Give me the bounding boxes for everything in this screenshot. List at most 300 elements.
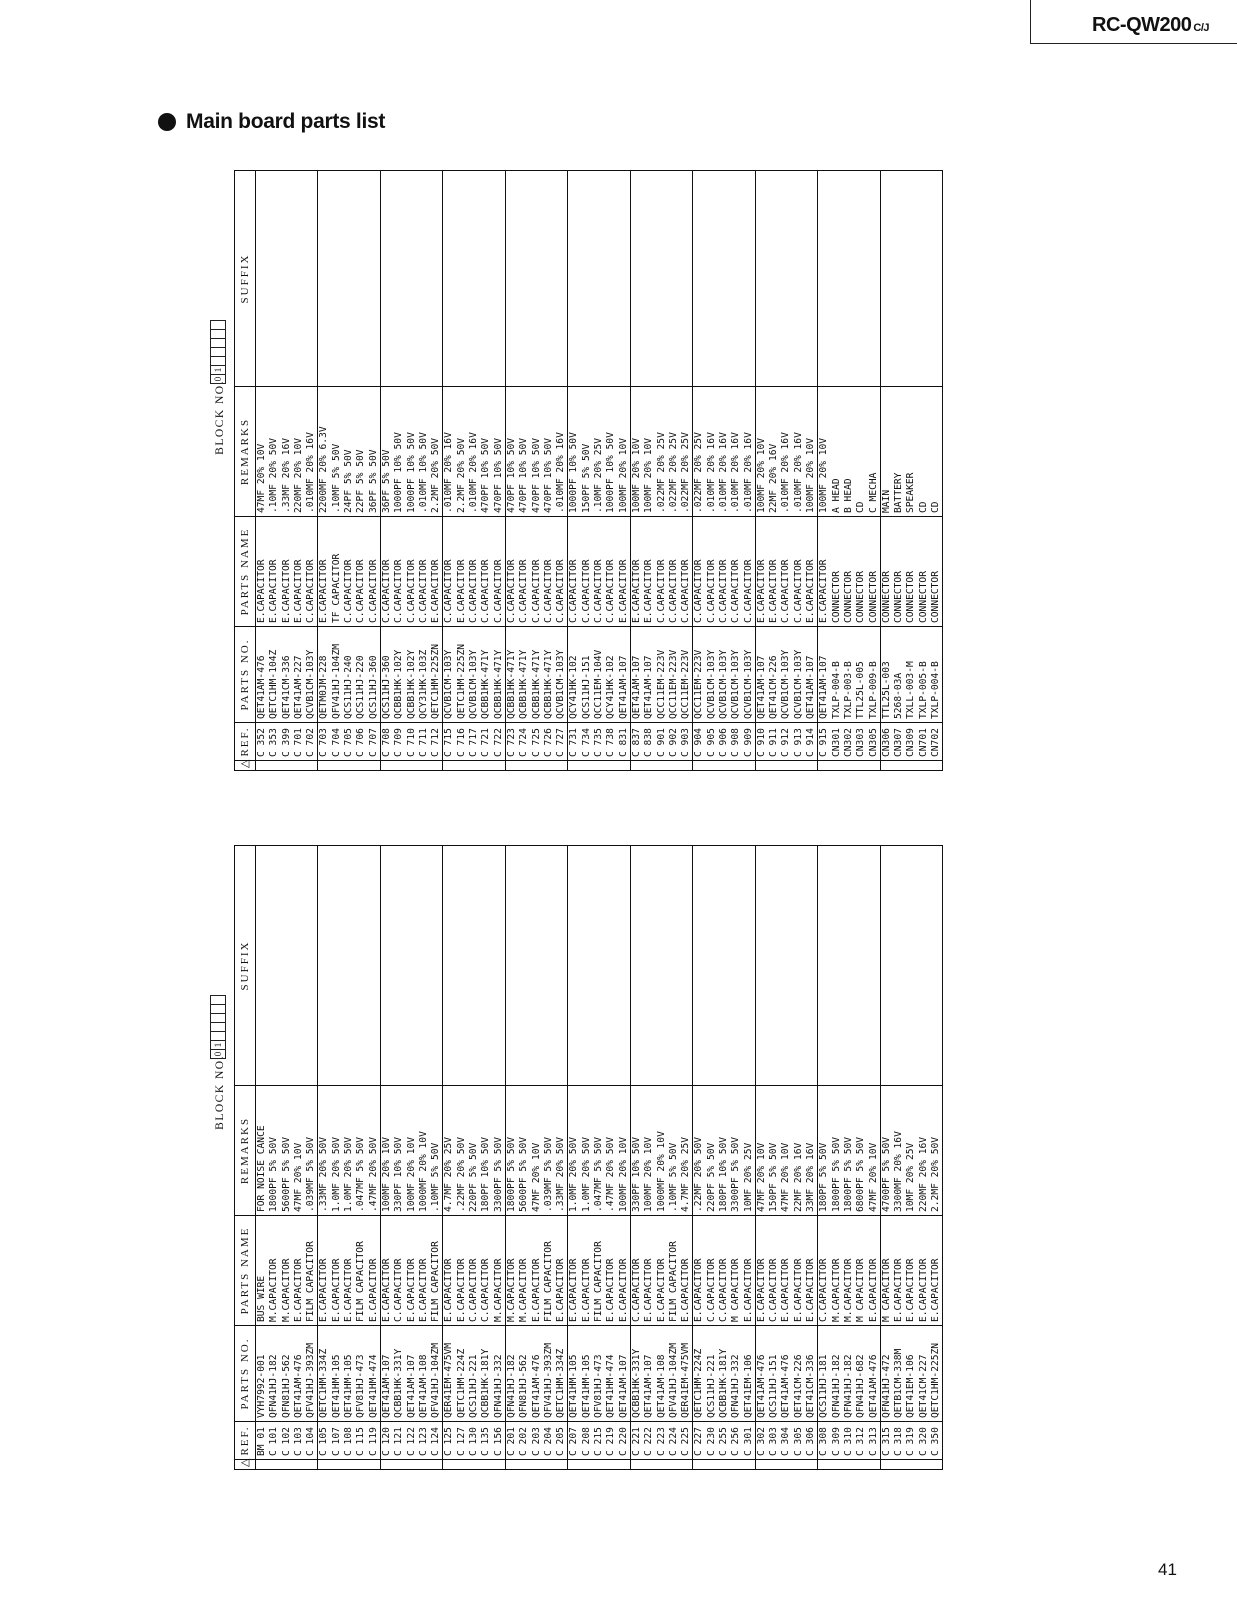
- mark-cell: [831, 761, 843, 771]
- remarks-cell: 1.0MF 20% 50V: [581, 1086, 593, 1216]
- remarks-cell: .010MF 20% 16V: [780, 387, 792, 517]
- mark-cell: [855, 761, 867, 771]
- table-row: [718, 846, 730, 1470]
- suffix-cell: [680, 171, 693, 387]
- suffix-cell: [680, 846, 693, 1086]
- mark-cell: [730, 1460, 742, 1470]
- remarks-cell: 470PF 10% 50V: [480, 387, 492, 517]
- parts-no-cell: TXLP-005-B: [918, 627, 930, 723]
- suffix-cell: [893, 846, 905, 1086]
- parts-no-cell: QCS11HJ-181: [818, 1326, 831, 1422]
- ref-cell: C 908: [730, 723, 742, 761]
- ref-cell: C 710: [406, 723, 418, 761]
- parts-name-cell: E.CAPACITOR: [630, 517, 643, 627]
- ref-cell: C 119: [368, 1422, 381, 1460]
- parts-name-cell: CONNECTOR: [893, 517, 905, 627]
- mark-cell: [768, 761, 780, 771]
- block-digit-box: [210, 356, 226, 366]
- parts-name-cell: E.CAPACITOR: [256, 517, 269, 627]
- mark-cell: [918, 761, 930, 771]
- parts-no-cell: QET41CM-227: [918, 1326, 930, 1422]
- suffix-cell: [343, 846, 355, 1086]
- mark-cell: [430, 1460, 443, 1470]
- suffix-cell: [755, 846, 768, 1086]
- block-digit-box: [210, 329, 226, 339]
- parts-no-cell: TXLP-009-B: [868, 627, 881, 723]
- ref-cell: C 705: [343, 723, 355, 761]
- model-suffix: C/J: [1193, 22, 1209, 34]
- suffix-cell: [818, 171, 831, 387]
- col-header-suffix: SUFFIX: [235, 171, 256, 387]
- ref-cell: C 203: [531, 1422, 543, 1460]
- remarks-cell: 24PF 5% 50V: [343, 387, 355, 517]
- ref-cell: C 207: [568, 1422, 581, 1460]
- parts-name-cell: E.CAPACITOR: [430, 517, 443, 627]
- ref-cell: C 310: [843, 1422, 855, 1460]
- ref-cell: C 156: [493, 1422, 506, 1460]
- ref-cell: C 255: [718, 1422, 730, 1460]
- remarks-cell: 3300MF 20% 16V: [893, 1086, 905, 1216]
- parts-name-cell: CONNECTOR: [855, 517, 867, 627]
- mark-cell: [380, 761, 393, 771]
- table-row: [531, 846, 543, 1470]
- ref-cell: C 905: [706, 723, 718, 761]
- mark-cell: [505, 761, 518, 771]
- ref-cell: C 904: [693, 723, 706, 761]
- remarks-cell: .010MF 10% 50V: [418, 387, 430, 517]
- table-row: [855, 171, 867, 771]
- remarks-cell: CD: [930, 387, 943, 517]
- suffix-cell: [743, 171, 756, 387]
- ref-cell: C 102: [281, 1422, 293, 1460]
- remarks-cell: 180PF 5% 50V: [818, 1086, 831, 1216]
- parts-name-cell: C.CAPACITOR: [730, 517, 742, 627]
- table-row: [318, 846, 331, 1470]
- table-row: [656, 846, 668, 1470]
- table-row: [480, 171, 492, 771]
- parts-no-cell: QFN41HJ-332: [730, 1326, 742, 1422]
- remarks-cell: .47MF 20% 50V: [605, 1086, 617, 1216]
- remarks-cell: .33MF 20% 50V: [555, 1086, 568, 1216]
- col-header-mark: △: [235, 761, 256, 771]
- parts-no-cell: QFV41HJ-393ZM: [543, 1326, 555, 1422]
- suffix-cell: [630, 846, 643, 1086]
- remarks-cell: .10MF 5% 50V: [430, 1086, 443, 1216]
- parts-name-cell: E.CAPACITOR: [443, 1216, 456, 1326]
- parts-name-cell: C.CAPACITOR: [543, 517, 555, 627]
- table-row: [406, 846, 418, 1470]
- parts-no-cell: QCBB1HK-471Y: [518, 627, 530, 723]
- parts-no-cell: QETM0JM-228: [318, 627, 331, 723]
- suffix-cell: [505, 171, 518, 387]
- table-row: [680, 846, 693, 1470]
- parts-name-cell: E.CAPACITOR: [618, 517, 631, 627]
- table-row: [331, 171, 343, 771]
- model-number: RC-QW200 C/J: [1092, 14, 1209, 36]
- suffix-cell: [430, 846, 443, 1086]
- suffix-cell: [518, 846, 530, 1086]
- suffix-cell: [380, 171, 393, 387]
- remarks-cell: 10MF 20% 25V: [905, 1086, 917, 1216]
- suffix-cell: [256, 171, 269, 387]
- parts-name-cell: E.CAPACITOR: [456, 517, 468, 627]
- suffix-cell: [568, 171, 581, 387]
- parts-name-cell: C.CAPACITOR: [743, 517, 756, 627]
- parts-name-cell: E.CAPACITOR: [768, 517, 780, 627]
- ref-cell: C 101: [268, 1422, 280, 1460]
- table-row: [256, 846, 269, 1470]
- parts-no-cell: QFN41HJ-182: [843, 1326, 855, 1422]
- remarks-cell: 1800PF 5% 50V: [268, 1086, 280, 1216]
- suffix-cell: [468, 171, 480, 387]
- table-row: [755, 846, 768, 1470]
- parts-name-cell: C.CAPACITOR: [468, 517, 480, 627]
- parts-name-cell: E.CAPACITOR: [418, 1216, 430, 1326]
- parts-name-cell: TF CAPACITOR: [331, 517, 343, 627]
- ref-cell: C 734: [581, 723, 593, 761]
- mark-cell: [256, 761, 269, 771]
- ref-cell: C 227: [693, 1422, 706, 1460]
- parts-no-cell: QCC11EM-104V: [593, 627, 605, 723]
- remarks-cell: .010MF 20% 16V: [793, 387, 805, 517]
- remarks-cell: 1000PF 10% 50V: [393, 387, 405, 517]
- col-header-suffix: SUFFIX: [235, 846, 256, 1086]
- table-row: [693, 846, 706, 1470]
- suffix-cell: [268, 171, 280, 387]
- mark-cell: [318, 761, 331, 771]
- parts-no-cell: QETC1HM-224Z: [693, 1326, 706, 1422]
- parts-no-cell: QET41CM-226: [768, 627, 780, 723]
- suffix-cell: [418, 171, 430, 387]
- parts-no-cell: QCS11HJ-221: [468, 1326, 480, 1422]
- parts-no-cell: QET41CM-226: [793, 1326, 805, 1422]
- ref-cell: C 353: [268, 723, 280, 761]
- ref-cell: C 707: [368, 723, 381, 761]
- parts-no-cell: QET41AM-107: [643, 627, 655, 723]
- suffix-cell: [706, 846, 718, 1086]
- parts-no-cell: QFN41HJ-182: [831, 1326, 843, 1422]
- suffix-cell: [730, 171, 742, 387]
- remarks-cell: 100MF 20% 10V: [755, 387, 768, 517]
- suffix-cell: [468, 846, 480, 1086]
- table-row: [418, 171, 430, 771]
- parts-name-cell: E.CAPACITOR: [930, 1216, 943, 1326]
- parts-no-cell: QCVB1CM-103Y: [718, 627, 730, 723]
- ref-cell: C 709: [393, 723, 405, 761]
- remarks-cell: .47MF 20% 50V: [368, 1086, 381, 1216]
- mark-cell: [331, 1460, 343, 1470]
- suffix-cell: [930, 171, 943, 387]
- remarks-cell: 36PF 5% 50V: [380, 387, 393, 517]
- parts-no-cell: QCS11HJ-221: [706, 1326, 718, 1422]
- parts-name-cell: C.CAPACITOR: [693, 517, 706, 627]
- parts-no-cell: QCS11HJ-360: [380, 627, 393, 723]
- suffix-cell: [493, 171, 506, 387]
- remarks-cell: 47MF 20% 10V: [256, 387, 269, 517]
- mark-cell: [905, 1460, 917, 1470]
- remarks-cell: 4.7MF 20% 25V: [443, 1086, 456, 1216]
- mark-cell: [305, 761, 318, 771]
- parts-no-cell: QFN81HJ-562: [518, 1326, 530, 1422]
- parts-no-cell: QET41AM-107: [630, 627, 643, 723]
- ref-cell: C 717: [468, 723, 480, 761]
- parts-no-cell: TTL25L-003: [880, 627, 893, 723]
- col-header-mark: △: [235, 1460, 256, 1470]
- ref-cell: C 911: [768, 723, 780, 761]
- ref-cell: C 837: [630, 723, 643, 761]
- ref-cell: C 221: [630, 1422, 643, 1460]
- suffix-cell: [368, 846, 381, 1086]
- table-row: [281, 171, 293, 771]
- ref-cell: C 202: [518, 1422, 530, 1460]
- ref-cell: C 701: [293, 723, 305, 761]
- table-row: [318, 171, 331, 771]
- mark-cell: [406, 761, 418, 771]
- parts-name-cell: E.CAPACITOR: [893, 1216, 905, 1326]
- remarks-cell: 1.0MF 20% 50V: [331, 1086, 343, 1216]
- table-row: [643, 171, 655, 771]
- table-row: [343, 171, 355, 771]
- ref-cell: C 703: [318, 723, 331, 761]
- remarks-cell: .010MF 20% 16V: [305, 387, 318, 517]
- parts-no-cell: TXLP-004-B: [831, 627, 843, 723]
- parts-name-cell: FILM CAPACITOR: [593, 1216, 605, 1326]
- parts-table: [234, 170, 943, 771]
- parts-name-cell: CONNECTOR: [831, 517, 843, 627]
- suffix-cell: [543, 846, 555, 1086]
- table-row: [281, 846, 293, 1470]
- parts-name-cell: FILM CAPACITOR: [355, 1216, 367, 1326]
- mark-cell: [680, 1460, 693, 1470]
- parts-name-cell: E.CAPACITOR: [680, 1216, 693, 1326]
- table-row: [543, 171, 555, 771]
- parts-name-cell: E.CAPACITOR: [331, 1216, 343, 1326]
- parts-name-cell: M.CAPACITOR: [268, 1216, 280, 1326]
- parts-no-cell: QFV41HJ-104ZM: [668, 1326, 680, 1422]
- mark-cell: [668, 761, 680, 771]
- table-row: [480, 846, 492, 1470]
- ref-cell: C 735: [593, 723, 605, 761]
- ref-cell: C 122: [406, 1422, 418, 1460]
- table-row: [505, 171, 518, 771]
- ref-cell: C 230: [706, 1422, 718, 1460]
- remarks-cell: .022MF 20% 25V: [693, 387, 706, 517]
- ref-cell: C 702: [305, 723, 318, 761]
- parts-no-cell: QFN41HJ-472: [880, 1326, 893, 1422]
- parts-no-cell: QET41AM-108: [656, 1326, 668, 1422]
- suffix-cell: [918, 171, 930, 387]
- table-row: [918, 846, 930, 1470]
- parts-name-cell: C.CAPACITOR: [393, 517, 405, 627]
- ref-cell: C 312: [855, 1422, 867, 1460]
- table-row: [706, 846, 718, 1470]
- mark-cell: [918, 1460, 930, 1470]
- remarks-cell: 180PF 10% 50V: [718, 1086, 730, 1216]
- parts-name-cell: E.CAPACITOR: [531, 1216, 543, 1326]
- ref-cell: C 715: [443, 723, 456, 761]
- suffix-cell: [780, 846, 792, 1086]
- remarks-cell: 5600PF 5% 50V: [281, 1086, 293, 1216]
- parts-name-cell: C.CAPACITOR: [706, 517, 718, 627]
- remarks-cell: .022MF 20% 25V: [668, 387, 680, 517]
- parts-no-cell: QCBB1HK-471Y: [493, 627, 506, 723]
- ref-cell: C 716: [456, 723, 468, 761]
- suffix-cell: [256, 846, 269, 1086]
- bullet-icon: [158, 113, 176, 131]
- ref-cell: C 103: [293, 1422, 305, 1460]
- mark-cell: [380, 1460, 393, 1470]
- parts-name-cell: C.CAPACITOR: [368, 517, 381, 627]
- parts-name-cell: C.CAPACITOR: [718, 517, 730, 627]
- remarks-cell: 47MF 20% 10V: [868, 1086, 881, 1216]
- parts-name-cell: E.CAPACITOR: [293, 1216, 305, 1326]
- mark-cell: [868, 761, 881, 771]
- remarks-cell: FOR NOISE CANCE: [256, 1086, 269, 1216]
- remarks-cell: 100MF 20% 10V: [406, 1086, 418, 1216]
- remarks-cell: .10MF 20% 50V: [268, 387, 280, 517]
- parts-no-cell: QCVB1CM-103Y: [305, 627, 318, 723]
- parts-no-cell: QCBB1HK-471Y: [505, 627, 518, 723]
- table-row: [643, 846, 655, 1470]
- remarks-cell: 150PF 5% 50V: [581, 387, 593, 517]
- remarks-cell: 330PF 10% 50V: [393, 1086, 405, 1216]
- table-row: [743, 846, 756, 1470]
- parts-name-cell: M.CAPACITOR: [493, 1216, 506, 1326]
- block-digit-box: [210, 338, 226, 348]
- ref-cell: C 352: [256, 723, 269, 761]
- suffix-cell: [531, 846, 543, 1086]
- table-row: [493, 846, 506, 1470]
- parts-no-cell: TXLP-003-B: [843, 627, 855, 723]
- parts-name-cell: E.CAPACITOR: [693, 1216, 706, 1326]
- parts-name-cell: M.CAPACITOR: [518, 1216, 530, 1326]
- suffix-cell: [581, 846, 593, 1086]
- mark-cell: [406, 1460, 418, 1470]
- col-header-remarks: REMARKS: [235, 387, 256, 517]
- mark-cell: [755, 761, 768, 771]
- suffix-cell: [718, 171, 730, 387]
- table-row: [868, 846, 881, 1470]
- mark-cell: [443, 761, 456, 771]
- suffix-cell: [543, 171, 555, 387]
- block-digit-box: 0: [210, 374, 226, 384]
- ref-cell: C 121: [393, 1422, 405, 1460]
- parts-name-cell: CONNECTOR: [930, 517, 943, 627]
- parts-no-cell: QETC1HM-334Z: [318, 1326, 331, 1422]
- suffix-cell: [630, 171, 643, 387]
- suffix-cell: [368, 171, 381, 387]
- table-row: [393, 846, 405, 1470]
- parts-name-cell: FILM CAPACITOR: [430, 1216, 443, 1326]
- table-row: [805, 846, 818, 1470]
- remarks-cell: CD: [918, 387, 930, 517]
- ref-cell: CN303: [855, 723, 867, 761]
- table-row: [493, 171, 506, 771]
- parts-no-cell: VYH7992-001: [256, 1326, 269, 1422]
- suffix-cell: [793, 171, 805, 387]
- col-header-parts-no: PARTS NO.: [235, 1326, 256, 1422]
- ref-cell: C 223: [656, 1422, 668, 1460]
- table-row: [843, 846, 855, 1470]
- parts-no-cell: QCY41HK-102: [568, 627, 581, 723]
- parts-no-cell: QET41AM-107: [643, 1326, 655, 1422]
- mark-cell: [456, 761, 468, 771]
- parts-name-cell: E.CAPACITOR: [755, 1216, 768, 1326]
- table-row: [780, 846, 792, 1470]
- remarks-cell: 47MF 20% 10V: [780, 1086, 792, 1216]
- table-row: [593, 171, 605, 771]
- parts-no-cell: QETC1HM-224Z: [456, 1326, 468, 1422]
- parts-name-cell: C.CAPACITOR: [393, 1216, 405, 1326]
- mark-cell: [755, 1460, 768, 1470]
- mark-cell: [343, 761, 355, 771]
- mark-cell: [605, 1460, 617, 1470]
- remarks-cell: .010MF 20% 16V: [730, 387, 742, 517]
- mark-cell: [418, 1460, 430, 1470]
- table-row: [630, 846, 643, 1470]
- suffix-cell: [318, 846, 331, 1086]
- suffix-cell: [743, 846, 756, 1086]
- suffix-cell: [443, 846, 456, 1086]
- parts-name-cell: E.CAPACITOR: [281, 517, 293, 627]
- mark-cell: [656, 1460, 668, 1470]
- parts-name-cell: E.CAPACITOR: [555, 1216, 568, 1326]
- parts-name-cell: E.CAPACITOR: [605, 1216, 617, 1326]
- block-digit-box: [210, 347, 226, 357]
- remarks-cell: C MECHA: [868, 387, 881, 517]
- table-row: [918, 171, 930, 771]
- parts-name-cell: C.CAPACITOR: [768, 1216, 780, 1326]
- block-digit-box: 1: [210, 1040, 226, 1050]
- parts-name-cell: C.CAPACITOR: [305, 517, 318, 627]
- parts-no-cell: QCVB1CM-103Y: [468, 627, 480, 723]
- table-row: [568, 846, 581, 1470]
- parts-name-cell: E.CAPACITOR: [656, 1216, 668, 1326]
- parts-no-cell: QCS11HJ-220: [355, 627, 367, 723]
- parts-no-cell: QET41EM-106: [743, 1326, 756, 1422]
- suffix-cell: [430, 171, 443, 387]
- suffix-cell: [518, 171, 530, 387]
- suffix-cell: [818, 846, 831, 1086]
- parts-name-cell: CONNECTOR: [843, 517, 855, 627]
- ref-cell: CN702: [930, 723, 943, 761]
- remarks-cell: .22MF 20% 50V: [456, 1086, 468, 1216]
- parts-no-cell: QET41AM-476: [780, 1326, 792, 1422]
- parts-name-cell: E.CAPACITOR: [805, 517, 818, 627]
- parts-no-cell: 5268-03A: [893, 627, 905, 723]
- mark-cell: [468, 1460, 480, 1470]
- col-header-remarks: REMARKS: [235, 1086, 256, 1216]
- remarks-cell: .010MF 20% 16V: [743, 387, 756, 517]
- mark-cell: [818, 1460, 831, 1470]
- parts-name-cell: E.CAPACITOR: [793, 1216, 805, 1326]
- parts-name-cell: M CAPACITOR: [880, 1216, 893, 1326]
- remarks-cell: 1800PF 5% 50V: [843, 1086, 855, 1216]
- parts-name-cell: E.CAPACITOR: [755, 517, 768, 627]
- table-row: [793, 171, 805, 771]
- parts-name-cell: E.CAPACITOR: [743, 1216, 756, 1326]
- parts-no-cell: QET41AM-107: [380, 1326, 393, 1422]
- table-row: [443, 171, 456, 771]
- parts-no-cell: QCBB1HK-471Y: [531, 627, 543, 723]
- remarks-cell: 470PF 10% 50V: [543, 387, 555, 517]
- parts-no-cell: QET41CM-336: [805, 1326, 818, 1422]
- parts-no-cell: QET41AM-107: [818, 627, 831, 723]
- ref-cell: C 224: [668, 1422, 680, 1460]
- parts-name-cell: C.CAPACITOR: [493, 517, 506, 627]
- mark-cell: [605, 761, 617, 771]
- remarks-cell: 100MF 20% 10V: [805, 387, 818, 517]
